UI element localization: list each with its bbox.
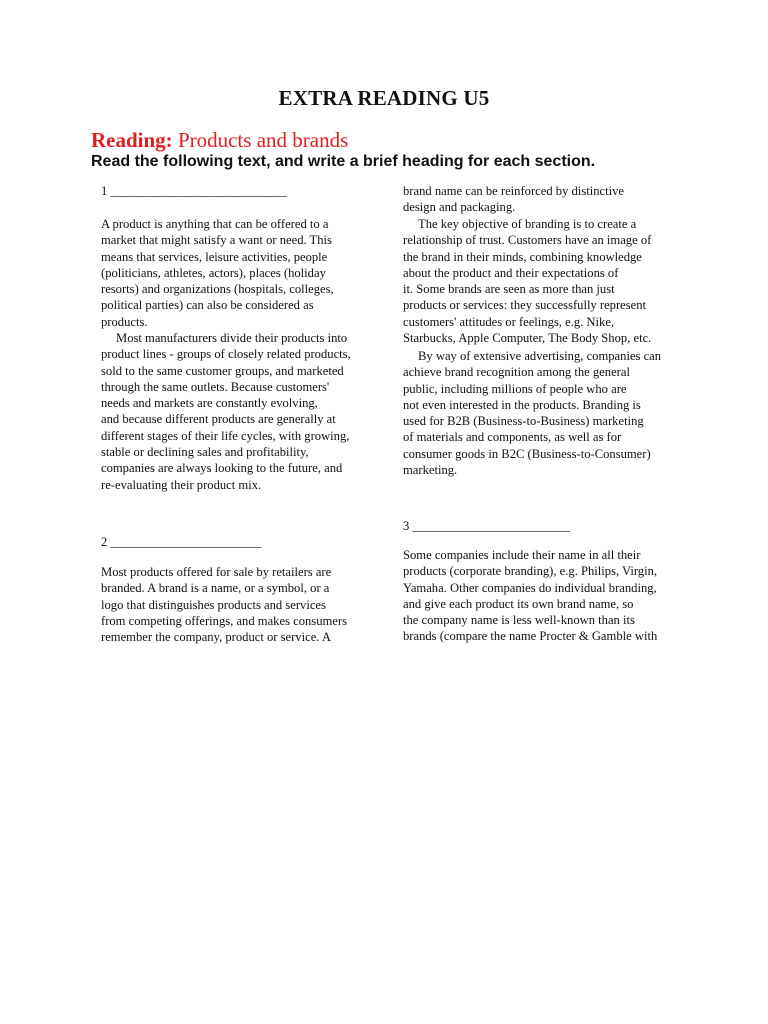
text-line: political parties) can also be considered as	[101, 298, 314, 313]
right-paragraph-a	[403, 183, 624, 216]
text-line: branded. A brand is a name, or a symbol, or a	[101, 581, 330, 596]
section3-paragraph	[403, 547, 657, 645]
text-line: Yamaha. Other companies do individual branding,	[403, 580, 657, 595]
text-line: needs and markets are constantly evolving,	[101, 396, 318, 411]
text-line: relationship of trust. Customers have an image of	[403, 233, 652, 248]
section1-paragraph-2	[101, 330, 351, 493]
text-line: from competing offerings, and makes consumers	[101, 613, 347, 628]
text-line: products (corporate branding), e.g. Philips, Virgin,	[403, 564, 658, 579]
text-line: not even interested in the products. Branding is	[403, 397, 641, 412]
text-line: By way of extensive advertising, companies can	[418, 349, 662, 363]
section2-heading: 2 ________________________	[101, 535, 262, 549]
section1-heading: 1 ____________________________	[101, 184, 287, 198]
text-line: Most products offered for sale by retailers are	[101, 565, 332, 579]
text-line: companies are always looking to the future, and	[101, 461, 343, 476]
text-line: of materials and components, as well as for	[403, 430, 622, 445]
reading-heading	[91, 128, 348, 153]
text-line: A product is anything that can be offered to a	[101, 217, 329, 231]
right-paragraph-c	[403, 348, 661, 478]
text-line: The key objective of branding is to create a	[418, 217, 637, 231]
text-line: (politicians, athletes, actors), places (holiday	[101, 265, 326, 280]
instruction-text: Read the following text, and write a brief heading for each section.	[91, 153, 596, 170]
text-line: and give each product its own brand name, so	[403, 596, 634, 611]
text-line: logo that distinguishes products and services	[101, 597, 326, 612]
text-line: means that services, leisure activities, people	[101, 249, 328, 264]
text-line: Starbucks, Apple Computer, The Body Shop, etc.	[403, 331, 652, 346]
text-line: through the same outlets. Because customers'	[101, 379, 330, 394]
section3-heading: 3 _________________________	[403, 519, 570, 533]
text-line: brand name can be reinforced by distinctive	[403, 184, 624, 198]
reading-topic: Products and brands	[177, 128, 349, 152]
page-title: EXTRA READING U5	[278, 86, 490, 110]
text-line: resorts) and organizations (hospitals, colleges,	[101, 282, 334, 297]
text-line: different stages of their life cycles, with growing,	[101, 428, 350, 443]
right-paragraph-b	[403, 216, 651, 346]
text-line: about the product and their expectations of	[403, 265, 619, 280]
text-line: consumer goods in B2C (Business-to-Consumer)	[403, 446, 651, 461]
text-line: market that might satisfy a want or need. This	[101, 233, 332, 248]
text-line: product lines - groups of closely related products,	[101, 347, 351, 362]
text-line: achieve brand recognition among the general	[403, 365, 630, 380]
text-line: customers' attitudes or feelings, e.g. Nike,	[403, 314, 615, 329]
text-line: and because different products are generally at	[101, 412, 336, 427]
text-line: public, including millions of people who are	[403, 381, 627, 396]
text-line: products or services: they successfully represent	[403, 298, 647, 313]
text-line: remember the company, product or service. A	[101, 630, 331, 645]
section2-paragraph	[101, 564, 347, 645]
text-line: design and packaging.	[403, 200, 516, 215]
text-line: products.	[101, 314, 148, 329]
text-line: the company name is less well-known than its	[403, 613, 635, 628]
text-line: brands (compare the name Procter & Gamble with	[403, 629, 658, 644]
text-line: Most manufacturers divide their products into	[116, 331, 348, 345]
text-line: used for B2B (Business-to-Business) marketing	[403, 414, 644, 429]
text-line: stable or declining sales and profitability,	[101, 445, 309, 460]
text-line: Some companies include their name in all their	[403, 548, 641, 562]
text-line: it. Some brands are seen as more than just	[403, 282, 615, 297]
section1-paragraph	[101, 216, 334, 330]
text-line: marketing.	[403, 463, 458, 478]
text-line: sold to the same customer groups, and marketed	[101, 363, 344, 378]
text-line: the brand in their minds, combining knowledge	[403, 249, 642, 264]
text-line: re-evaluating their product mix.	[101, 477, 262, 492]
reading-label: Reading:	[91, 128, 173, 152]
